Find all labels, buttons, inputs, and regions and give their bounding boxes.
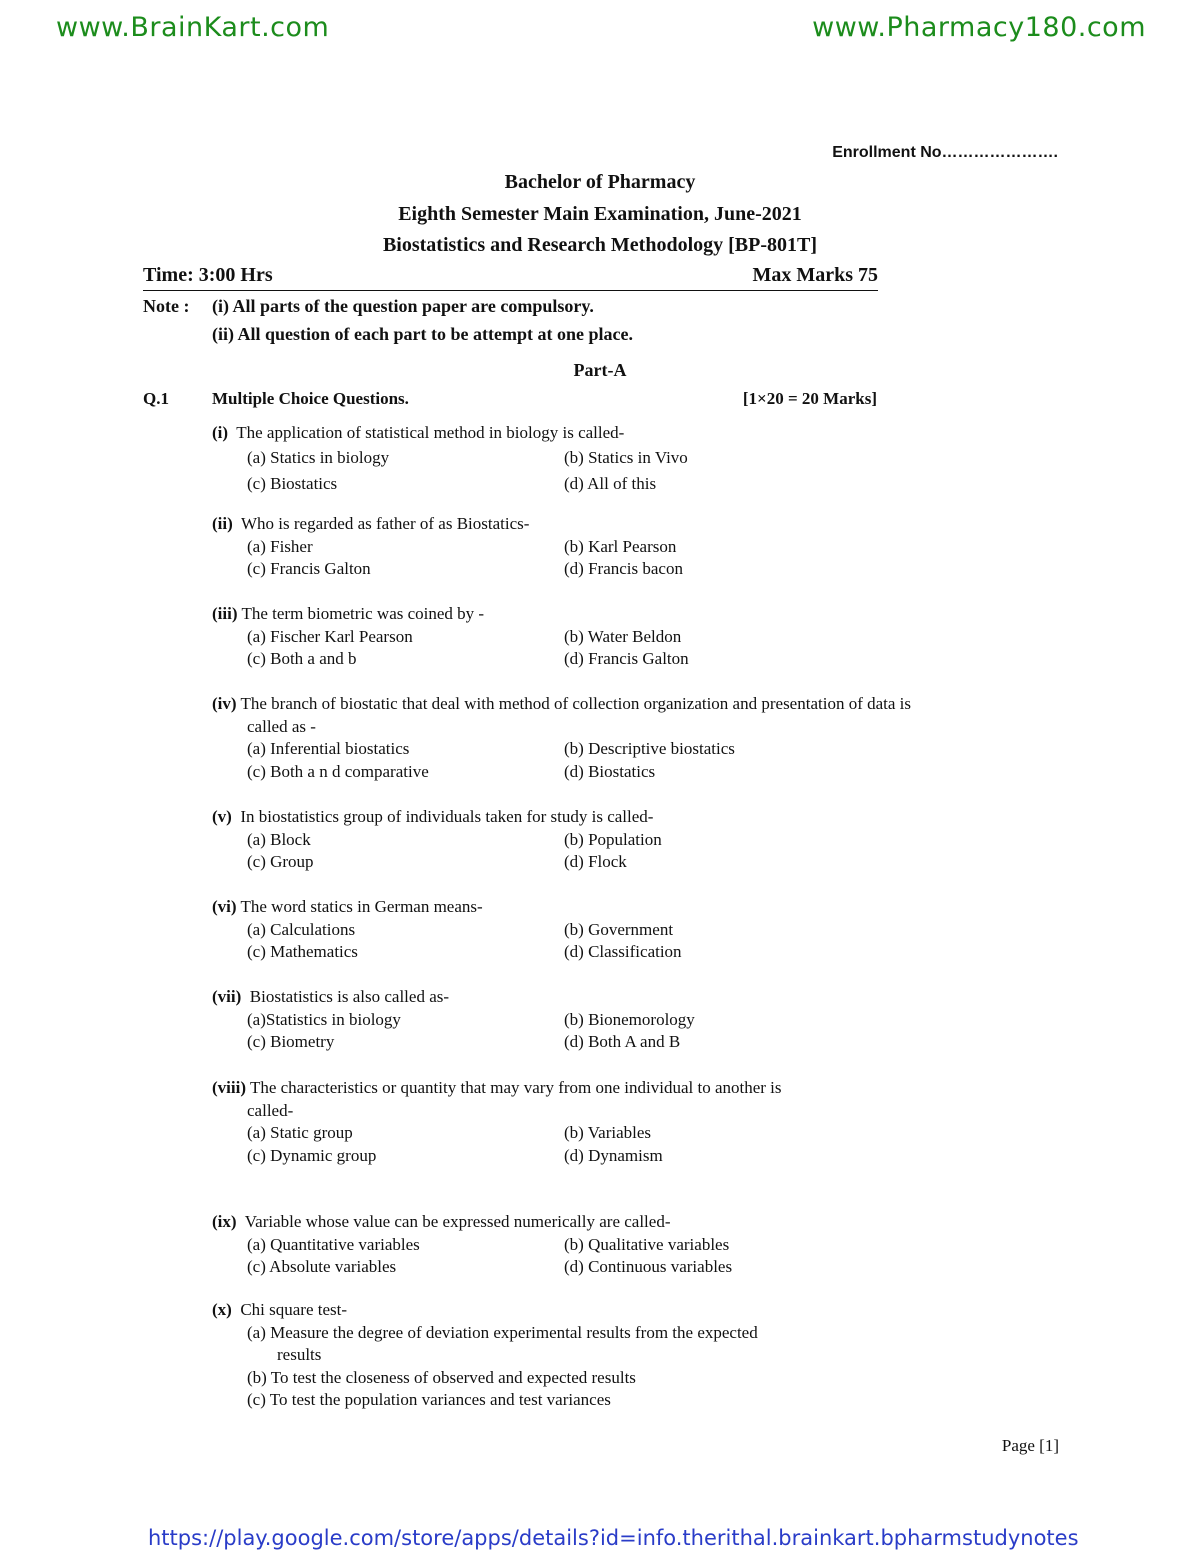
item-text: The application of statistical method in biology is called- <box>236 423 625 442</box>
option-d: (d) Flock <box>564 852 627 871</box>
option-d: (d) Francis bacon <box>564 559 683 578</box>
option-a: (a) Fischer Karl Pearson <box>247 626 413 646</box>
item-text: The term biometric was coined by - <box>241 604 485 623</box>
mcq-item <box>212 1299 1062 1412</box>
exam-title: Eighth Semester Main Examination, June-2021 <box>398 203 802 225</box>
item-text-continued: called as - <box>247 716 316 736</box>
option-c: (c) Dynamic group <box>247 1145 377 1165</box>
option-b: (b) To test the closeness of observed and expected results <box>247 1367 636 1387</box>
note-line-2: (ii) All question of each part to be attempt at one place. <box>212 324 633 344</box>
item-text: Biostatistics is also called as- <box>249 987 450 1006</box>
item-text: The branch of biostatic that deal with method of collection organization and presentation of data is <box>240 694 912 713</box>
time-label: Time: 3:00 Hrs <box>143 264 273 286</box>
option-a: (a) Quantitative variables <box>247 1234 420 1254</box>
option-d: (d) Continuous variables <box>564 1257 733 1276</box>
item-number: (ix) <box>212 1212 237 1231</box>
part-heading: Part-A <box>573 360 627 380</box>
option-b: (b) Water Beldon <box>564 626 682 646</box>
subject-title: Biostatistics and Research Methodology [BP-801T] <box>382 234 818 256</box>
item-number: (i) <box>212 423 229 442</box>
option-c: (c) Absolute variables <box>247 1257 397 1276</box>
item-text: Variable whose value can be expressed numerically are called- <box>244 1212 671 1231</box>
mcq-item <box>212 896 1062 964</box>
note-line-1: (i) All parts of the question paper are compulsory. <box>212 296 594 316</box>
mcq-item <box>212 1211 1062 1279</box>
item-number: (viii) <box>212 1078 246 1097</box>
item-text: In biostatistics group of individuals taken for study is called- <box>240 807 654 826</box>
option-c: (c) Both a n d comparative <box>247 761 429 781</box>
option-c: (c) Francis Galton <box>247 559 371 578</box>
option-b: (b) Government <box>564 919 674 939</box>
option-b: (b) Population <box>564 829 662 849</box>
max-marks-label: Max Marks 75 <box>752 264 878 286</box>
option-d: (d) All of this <box>564 474 657 493</box>
option-d: (d) Both A and B <box>564 1032 681 1051</box>
footer-store-link[interactable]: https://play.google.com/store/apps/details?id=info.therithal.brainkart.bpharmstudynotes <box>148 1526 1079 1550</box>
watermark-left: www.BrainKart.com <box>56 12 330 43</box>
time-marks-row <box>143 264 878 291</box>
note-label: Note : <box>143 296 190 316</box>
option-b: (b) Bionemorology <box>564 1009 695 1029</box>
mcq-item <box>212 603 1062 671</box>
option-c: (c) Biostatics <box>247 474 338 493</box>
mcq-item <box>212 806 1062 874</box>
question-title: Multiple Choice Questions. <box>212 389 409 408</box>
option-c: (c) Mathematics <box>247 942 358 961</box>
question-marks: [1×20 = 20 Marks] <box>742 389 877 408</box>
item-number: (iv) <box>212 694 237 713</box>
question-number: Q.1 <box>143 389 169 408</box>
option-c: (c) Biometry <box>247 1032 335 1051</box>
option-a-text-continued: results <box>277 1345 322 1364</box>
option-a: (a) Block <box>247 829 311 849</box>
item-number: (v) <box>212 807 232 826</box>
option-d: (d) Biostatics <box>564 761 656 781</box>
item-number: (vii) <box>212 987 242 1006</box>
option-b: (b) Karl Pearson <box>564 536 677 556</box>
item-number: (vi) <box>212 897 237 916</box>
item-text: Who is regarded as father of as Biostatics- <box>240 514 530 533</box>
option-a: (a) Calculations <box>247 919 356 939</box>
option-d: (d) Francis Galton <box>564 649 689 668</box>
option-a: (a) Statics in biology <box>247 447 390 467</box>
option-a <box>212 1322 1062 1367</box>
option-d: (d) Dynamism <box>564 1145 663 1165</box>
item-text: The characteristics or quantity that may vary from one individual to another is <box>249 1078 782 1097</box>
option-a: (a) Static group <box>247 1123 353 1142</box>
mcq-item <box>212 513 1062 581</box>
option-d: (d) Classification <box>564 942 682 961</box>
mcq-item <box>212 1077 1062 1167</box>
enrollment-number: Enrollment No…………………. <box>832 144 1058 161</box>
mcq-item <box>212 422 1062 496</box>
option-b: (b) Qualitative variables <box>564 1234 730 1254</box>
item-text: Chi square test- <box>240 1300 348 1319</box>
page-number: Page [1] <box>1001 1436 1059 1455</box>
option-a: (a)Statistics in biology <box>247 1009 401 1029</box>
option-a: (a) Inferential biostatics <box>247 739 410 758</box>
watermark-right: www.Pharmacy180.com <box>812 12 1146 43</box>
mcq-item <box>212 693 1062 783</box>
option-a-text: (a) Measure the degree of deviation experimental results from the expected <box>247 1322 758 1342</box>
degree-title: Bachelor of Pharmacy <box>504 171 696 193</box>
option-b: (b) Statics in Vivo <box>564 447 688 467</box>
option-a: (a) Fisher <box>247 536 313 556</box>
option-c: (c) Group <box>247 852 314 871</box>
option-c: (c) Both a and b <box>247 649 357 668</box>
item-number: (x) <box>212 1300 232 1319</box>
item-number: (iii) <box>212 604 238 623</box>
item-text: The word statics in German means- <box>240 897 483 916</box>
option-c: (c) To test the population variances and test variances <box>247 1390 611 1409</box>
mcq-item <box>212 986 1062 1054</box>
option-b: (b) Variables <box>564 1123 652 1142</box>
item-number: (ii) <box>212 514 233 533</box>
option-b: (b) Descriptive biostatics <box>564 739 735 758</box>
item-text-continued: called- <box>247 1100 294 1120</box>
